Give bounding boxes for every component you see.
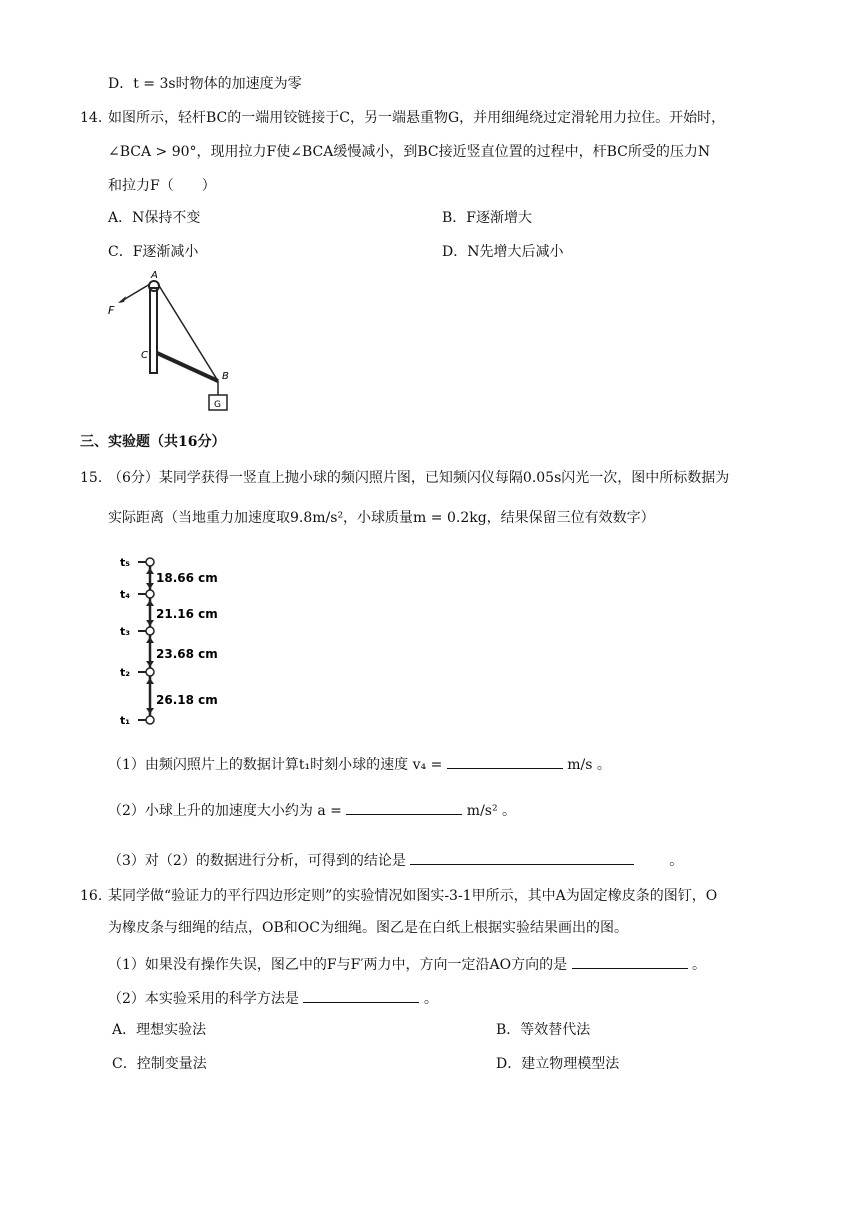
label-g: G <box>214 400 221 410</box>
q15-sub3 <box>108 850 683 871</box>
distance-3: 23.68 cm <box>156 647 218 661</box>
label-c: C <box>141 350 148 361</box>
q16-option-a: A．理想实验法 <box>112 1022 207 1038</box>
q16-option-d: D．建立物理模型法 <box>496 1056 620 1072</box>
q15-answer-blank-1[interactable] <box>447 754 563 769</box>
q16-stem-line2: 为橡皮条与细绳的结点，OB和OC为细绳。图乙是在白纸上根据实验结果画出的图。 <box>108 920 628 936</box>
q16-sub2-end: 。 <box>423 991 438 1007</box>
q15-sub2 <box>108 800 516 821</box>
q14-option-a: A．N保持不变 <box>108 210 201 226</box>
label-f: F <box>108 304 115 317</box>
vertical-pole <box>150 288 157 373</box>
label-a: A <box>151 270 158 281</box>
point-t1 <box>120 714 154 727</box>
distance-2: 21.16 cm <box>156 607 218 621</box>
q16-stem-line1: 某同学做“验证力的平行四边形定则”的实验情况如图实-3-1甲所示，其中A为固定橡皮条的图钉，O <box>108 888 718 904</box>
q16-sub1-text: （1）如果没有操作失误，图乙中的F与F′两力中，方向一定沿AO方向的是 <box>108 957 568 973</box>
q15-sub3-text: （3）对（2）的数据进行分析，可得到的结论是 <box>108 853 406 869</box>
force-arrow-icon <box>118 296 126 303</box>
label-t5: t₅ <box>120 556 131 569</box>
q15-sub1 <box>108 754 611 775</box>
q15-number: 15. <box>80 470 103 486</box>
q14-option-c: C．F逐渐减小 <box>108 244 199 260</box>
q14-option-b: B．F逐渐增大 <box>442 210 533 226</box>
q13-option-d: D．t = 3s时物体的加速度为零 <box>108 76 302 92</box>
q15-answer-blank-2[interactable] <box>346 800 462 815</box>
label-b: B <box>222 371 229 382</box>
q14-stem-line2: ∠BCA > 90°，现用拉力F使∠BCA缓慢减小，到BC接近竖直位置的过程中，杆BC所受的压力N <box>108 144 711 160</box>
label-t3: t₃ <box>120 625 131 638</box>
q15-sub1-text: （1）由频闪照片上的数据计算t₁时刻小球的速度 v₄ = <box>108 757 443 773</box>
q14-figure <box>104 268 254 418</box>
label-t1: t₁ <box>120 714 131 727</box>
q14-stem-line3: 和拉力F（ ） <box>108 178 216 194</box>
label-t4: t₄ <box>120 588 131 601</box>
q15-stem-line2: 实际距离（当地重力加速度取9.8m/s²，小球质量m = 0.2kg，结果保留三位有效数字） <box>108 510 655 526</box>
q15-sub2-text: （2）小球上升的加速度大小约为 a = <box>108 803 342 819</box>
distance-1: 18.66 cm <box>156 571 218 585</box>
q16-sub2 <box>108 988 438 1009</box>
q16-answer-blank-2[interactable] <box>303 988 419 1003</box>
q16-answer-blank-1[interactable] <box>572 954 688 969</box>
q15-sub3-end: 。 <box>669 853 684 869</box>
q16-sub1-end: 。 <box>692 957 707 973</box>
q15-answer-blank-3[interactable] <box>410 850 634 865</box>
section3-title: 三、实验题（共16分） <box>80 434 226 450</box>
q14-option-d: D．N先增大后减小 <box>442 244 564 260</box>
q16-option-c: C．控制变量法 <box>112 1056 207 1072</box>
label-t2: t₂ <box>120 666 131 679</box>
q15-strobe-figure <box>118 548 238 730</box>
q16-sub2-text: （2）本实验采用的科学方法是 <box>108 991 299 1007</box>
q15-sub2-unit: m/s² 。 <box>466 803 517 819</box>
q15-stem-line1: （6分）某同学获得一竖直上抛小球的频闪照片图，已知频闪仪每隔0.05s闪光一次，图中所标数据为 <box>108 470 730 486</box>
distance-4: 26.18 cm <box>156 693 218 707</box>
q16-sub1 <box>108 954 706 975</box>
q15-sub1-unit: m/s 。 <box>567 757 611 773</box>
q16-number: 16. <box>80 888 103 904</box>
q14-number: 14. <box>80 110 103 126</box>
q14-stem-line1: 如图所示，轻杆BC的一端用铰链接于C，另一端悬重物G，并用细绳绕过定滑轮用力拉住。开始时， <box>108 110 726 126</box>
q16-option-b: B．等效替代法 <box>496 1022 591 1038</box>
